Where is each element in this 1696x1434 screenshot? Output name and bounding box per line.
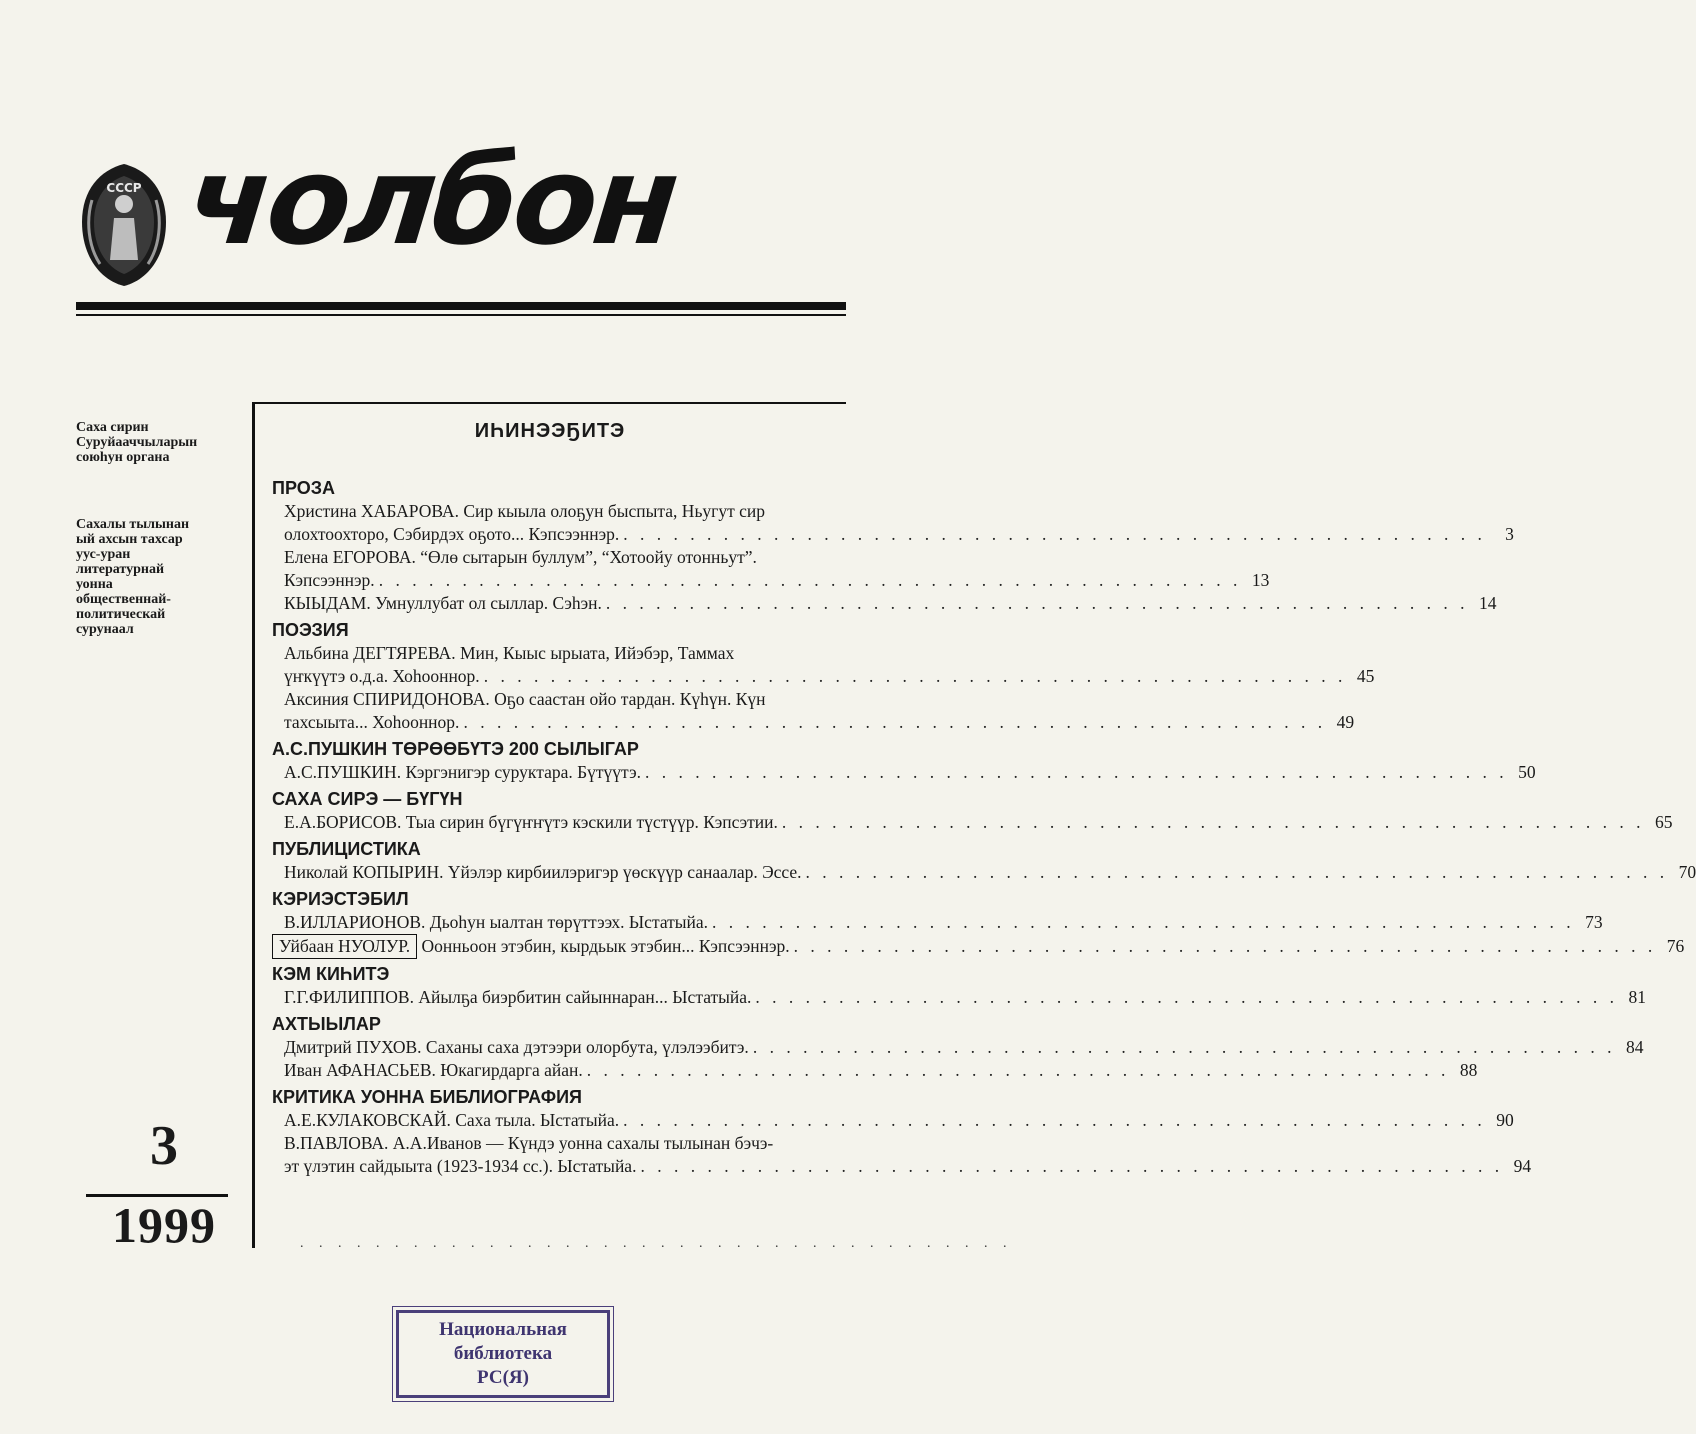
leader-dots	[583, 1059, 1454, 1082]
issue-year: 1999	[112, 1197, 216, 1253]
organ-note: Саха сирин Суруйааччыларын союһун органа	[76, 420, 198, 465]
leader-dots	[375, 569, 1246, 592]
toc-entry	[284, 986, 1647, 1009]
leader-dots	[619, 523, 1490, 546]
page-number: 76	[1666, 936, 1685, 956]
page-number: 90	[1496, 1110, 1514, 1130]
toc-entry-last-line	[284, 911, 1603, 934]
page-number: 14	[1479, 593, 1497, 613]
toc-entry	[284, 1036, 1644, 1059]
toc-entry-last-line	[284, 1059, 1478, 1082]
toc-entry-last-line	[284, 665, 1375, 688]
toc-top-rule	[254, 402, 846, 404]
library-stamp: Национальная библиотека РС(Я)	[396, 1310, 610, 1398]
toc-section-title: КЭРИЭСТЭБИЛ	[272, 889, 409, 909]
leader-dots	[602, 592, 1473, 615]
toc-entry	[284, 546, 1270, 592]
leader-dots	[480, 665, 1351, 688]
svg-text:СССР: СССР	[106, 181, 142, 195]
toc-entry-last-line	[284, 711, 1355, 734]
leader-dots	[641, 761, 1512, 784]
toc-entry	[279, 934, 1685, 959]
dotted-rule: . . . . . . . . . . . . . . . . . . . . . . . . . . . . . . . . . . . . . .	[300, 1236, 1013, 1251]
journal-description: Сахалы тылынан ый ахсын тахсар уус-уран литературнай уонна общественнай- политическай сурунаал	[76, 517, 190, 637]
toc-entry-last-line	[284, 1036, 1644, 1059]
masthead-rule	[76, 302, 846, 310]
page-number: 94	[1513, 1156, 1532, 1176]
page-number: 73	[1585, 912, 1603, 932]
page-number: 81	[1628, 987, 1647, 1007]
toc-entry	[284, 1132, 1532, 1178]
masthead-rule-thin	[76, 314, 846, 316]
toc-entry-last-line	[284, 986, 1647, 1009]
toc-entry-line: Христина ХАБАРОВА. Сир кыыла олоҕун быспыта, Ньугут сир	[284, 501, 766, 521]
leader-dots	[790, 935, 1661, 958]
toc-entry-last-line	[284, 569, 1270, 592]
leader-dots	[751, 986, 1622, 1009]
page-number: 65	[1654, 812, 1673, 832]
toc-entry-line: Аксиния СПИРИДОНОВА. Оҕо саастан ойо тардан. Күһүн. Күн	[284, 689, 766, 709]
toc-entry-text: тахсыыта... Хоһооннор.	[284, 712, 460, 732]
toc-entry-last-line	[284, 1155, 1532, 1178]
toc-entry-line: Альбина ДЕГТЯРЕВА. Мин, Кыыс ырыата, Ийэбэр, Таммах	[284, 643, 735, 663]
toc-entry-text: Дмитрий ПУХОВ. Саханы саха дэтээри олорбута, үлэлээбитэ.	[284, 1037, 749, 1057]
toc-section-title: ПРОЗА	[272, 478, 335, 498]
table-of-contents	[272, 473, 1696, 1178]
toc-entry-last-line	[284, 523, 1514, 546]
page-number: 50	[1518, 762, 1536, 782]
leader-dots	[636, 1155, 1507, 1178]
toc-entry-last-line	[284, 761, 1536, 784]
toc-entry	[284, 500, 1514, 546]
page-number: 45	[1356, 666, 1375, 686]
emblem-icon	[78, 160, 170, 290]
issue-number: 3	[150, 1115, 178, 1177]
toc-entry-last-line	[284, 592, 1497, 615]
toc-entry-text: Кэпсээннэр.	[284, 570, 375, 590]
toc-section-title: АХТЫЫЛАР	[272, 1014, 381, 1034]
highlighted-author: Уйбаан НУОЛУР.	[272, 934, 417, 959]
toc-section-title: А.С.ПУШКИН ТӨРӨӨБҮТЭ 200 СЫЛЫГАР	[272, 739, 639, 759]
toc-entry-text: Николай КОПЫРИН. Үйэлэр кирбиилэригэр үөскүүр санаалар. Эссе.	[284, 862, 802, 882]
leader-dots	[749, 1036, 1620, 1059]
page-number: 3	[1505, 524, 1514, 544]
toc-entry	[284, 861, 1696, 884]
toc-entry	[284, 911, 1603, 934]
page-number: 13	[1251, 570, 1270, 590]
leader-dots	[802, 861, 1673, 884]
leader-dots	[778, 811, 1649, 834]
toc-entry-text: В.ИЛЛАРИОНОВ. Дьоһун ыалтан төрүттээх. Ыстатыйа.	[284, 912, 709, 932]
toc-entry-text: үҥкүүтэ о.д.а. Хоһооннор.	[284, 666, 480, 686]
toc-entry-text: Г.Г.ФИЛИППОВ. Айылҕа биэрбитин сайыннаран... Ыстатыйа.	[284, 987, 752, 1007]
toc-entry	[284, 811, 1673, 834]
toc-entry	[284, 688, 1355, 734]
toc-entry-text: Е.А.БОРИСОВ. Тыа сирин бүгүҥҥүтэ кэскили түстүүр. Кэпсэтии.	[284, 812, 778, 832]
leader-dots	[708, 911, 1579, 934]
toc-title: ИҺИНЭЭҔИТЭ	[474, 420, 626, 442]
toc-entry	[284, 642, 1375, 688]
page-number: 88	[1459, 1060, 1478, 1080]
toc-entry	[284, 1109, 1514, 1132]
toc-entry-line: Елена ЕГОРОВА. “Өлө сытарын буллум”, “Хотоойу отонньут”.	[284, 547, 757, 567]
leader-dots	[459, 711, 1330, 734]
toc-entry-text: А.Е.КУЛАКОВСКАЙ. Саха тыла. Ыстатыйа.	[284, 1110, 620, 1130]
toc-section-title: КЭМ КИҺИТЭ	[272, 964, 390, 984]
toc-entry-last-line	[284, 861, 1696, 884]
magazine-logo: чолбон	[180, 130, 682, 272]
toc-entry-text: А.С.ПУШКИН. Кэргэнигэр суруктара. Бүтүүтэ.	[284, 762, 642, 782]
toc-section-title: ПУБЛИЦИСТИКА	[272, 839, 421, 859]
page-number: 70	[1678, 862, 1696, 882]
toc-entry-text: Иван АФАНАСЬЕВ. Юкагирдарга айан.	[284, 1060, 583, 1080]
toc-entry	[284, 1059, 1478, 1082]
toc-entry-line: В.ПАВЛОВА. А.А.Иванов — Күндэ уонна сахалы тылынан бэчэ-	[284, 1133, 774, 1153]
toc-entry	[284, 592, 1497, 615]
column-divider	[252, 402, 255, 1248]
toc-entry-last-line	[284, 811, 1673, 834]
toc-entry-last-line	[279, 934, 1685, 959]
toc-section-title: КРИТИКА УОННА БИБЛИОГРАФИЯ	[272, 1087, 582, 1107]
toc-entry-text: эт үлэтин сайдыыта (1923-1934 сс.). Ыстатыйа.	[284, 1156, 637, 1176]
page-number: 49	[1336, 712, 1355, 732]
page-number: 84	[1625, 1037, 1644, 1057]
toc-section-title: ПОЭЗИЯ	[272, 620, 349, 640]
toc-entry-text: Оонньоон этэбин, кырдьык этэбин... Кэпсээннэр.	[421, 936, 790, 956]
toc-entry-last-line	[284, 1109, 1514, 1132]
toc-entry-text: олохтоохторо, Сэбирдэх оҕото... Кэпсээннэр.	[284, 524, 620, 544]
left-column	[76, 420, 246, 689]
toc-entry-text: КЫЫДАМ. Умнуллубат ол сыллар. Сэһэн.	[284, 593, 602, 613]
toc-entry	[284, 761, 1536, 784]
leader-dots	[619, 1109, 1490, 1132]
toc-section-title: САХА СИРЭ — БҮГҮН	[272, 789, 463, 809]
